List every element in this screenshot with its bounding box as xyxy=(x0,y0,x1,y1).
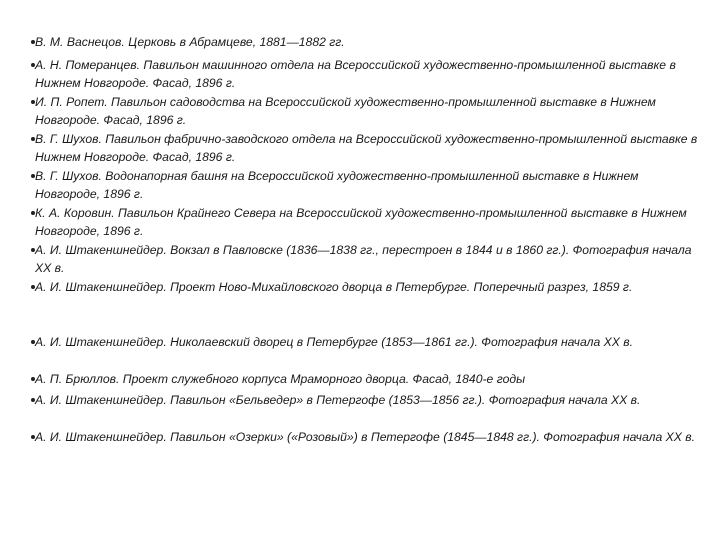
caption-text: В. М. Васнецов. Церковь в Абрамцеве, 1881—1882 гг. xyxy=(35,35,345,49)
caption-text: А. И. Штакеншнейдер. Павильон «Озерки» («Розовый») в Петергофе (1845—1848 гг.). Фотография начала XX в. xyxy=(35,430,696,444)
caption-text: В. Г. Шухов. Павильон фабрично-заводского отдела на Всероссийской художественно-промышленной выставке в Нижнем Новгороде. Фасад, 1896 г. xyxy=(35,132,698,164)
caption-text: А. И. Штакеншнейдер. Павильон «Бельведер» в Петергофе (1853—1856 гг.). Фотография начала XX в. xyxy=(35,393,641,407)
caption-text: А. И. Штакеншнейдер. Проект Ново-Михайловского дворца в Петербурге. Поперечный разрез, 1859 г. xyxy=(35,280,633,294)
caption-text: В. Г. Шухов. Водонапорная башня на Всероссийской художественно-промышленной выставке в Нижнем Новгороде, 1896 г. xyxy=(35,169,639,201)
caption-text: И. П. Ропет. Павильон садоводства на Всероссийской художественно-промышленной выставке в Нижнем Новгороде. Фасад, 1896 г. xyxy=(35,95,656,127)
caption-text: А. П. Брюллов. Проект служебного корпуса Мраморного дворца. Фасад, 1840-е годы xyxy=(35,372,526,386)
caption-text: К. А. Коровин. Павильон Крайнего Севера на Всероссийской художественно-промышленной выставке в Нижнем Новгороде, 1896 г. xyxy=(35,206,687,238)
caption-text: А. Н. Померанцев. Павильон машинного отдела на Всероссийской художественно-промышленной выставке в Нижнем Новгороде. Фасад, 1896 г. xyxy=(35,58,676,90)
caption-text: А. И. Штакеншнейдер. Вокзал в Павловске (1836—1838 гг., перестроен в 1844 и в 1860 гг.). Фотография начала XX в. xyxy=(35,243,692,275)
caption-text: А. И. Штакеншнейдер. Николаевский дворец в Петербурге (1853—1861 гг.). Фотография начала XX в. xyxy=(35,335,634,349)
